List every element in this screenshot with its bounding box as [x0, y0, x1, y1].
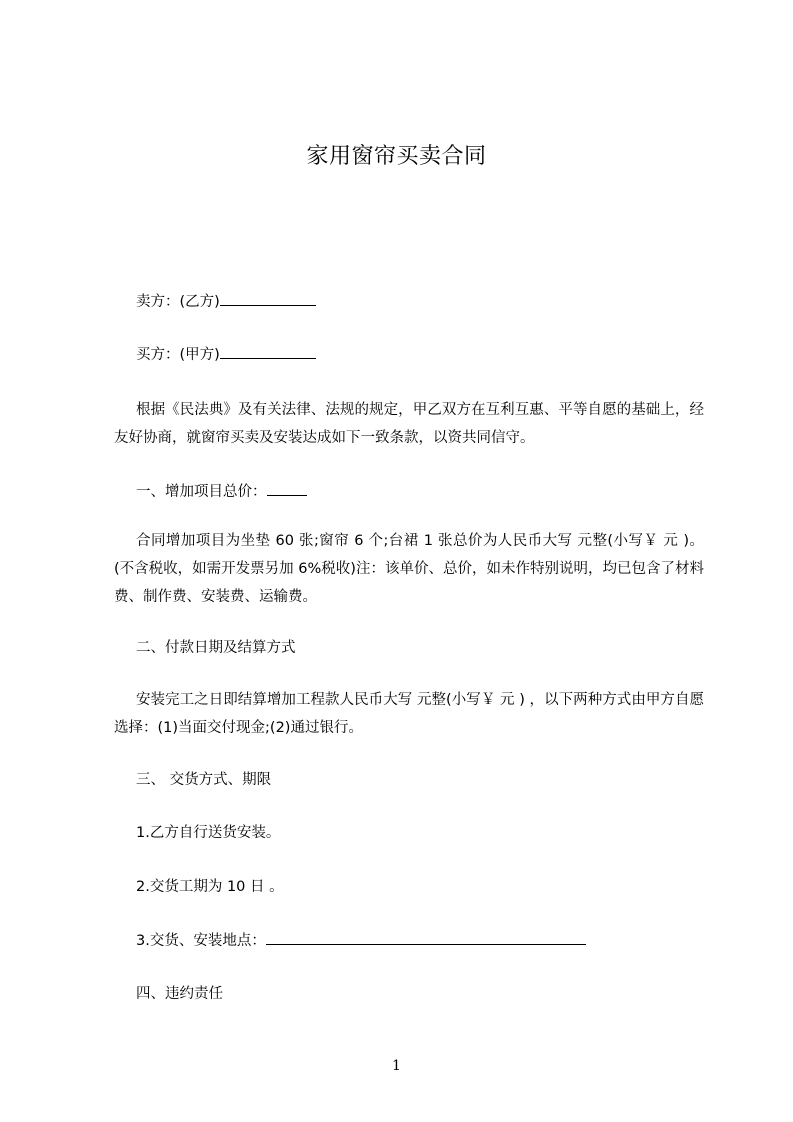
buyer-label: 买方：(甲方)	[136, 347, 220, 363]
page-number: 1	[392, 1058, 401, 1074]
intro-paragraph: 根据《民法典》及有关法律、法规的规定，甲乙双方在互利互惠、平等自愿的基础上，经友好协商，就窗帘买卖及安装达成如下一致条款，以资共同信守。	[114, 402, 704, 446]
seller-label: 卖方：(乙方)	[136, 294, 220, 310]
section2-body: 安装完工之日即结算增加工程款人民币大写 元整(小写￥ 元 ) ，以下两种方式由甲方自愿选择：(1)当面交付现金;(2)通过银行。	[114, 692, 704, 736]
seller-blank[interactable]	[220, 291, 316, 306]
seller-line	[136, 291, 702, 312]
item-2: 2.交货工期为 10 日 。	[136, 879, 284, 895]
section1-body: 合同增加项目为坐垫 60 张;窗帘 6 个;台裙 1 张总价为人民币大写 元整(小写￥ 元 )。(不含税收，如需开发票另加 6%税收)注：该单价、总价，如未作特别说明，均已包含了材料费、制作费、安装费、运输费。	[114, 533, 704, 605]
section1-heading: 一、增加项目总价：	[136, 484, 267, 500]
buyer-blank[interactable]	[220, 344, 316, 359]
section4-heading: 四、违约责任	[136, 986, 223, 1002]
section1-line	[136, 481, 702, 502]
total-price-blank[interactable]	[267, 481, 307, 496]
item-1: 1.乙方自行送货安装。	[136, 825, 281, 841]
document-title: 家用窗帘买卖合同	[306, 144, 487, 169]
buyer-line	[136, 344, 702, 365]
delivery-location-blank[interactable]	[266, 930, 586, 945]
section2-heading: 二、付款日期及结算方式	[136, 640, 296, 656]
item-3-line	[136, 930, 702, 951]
item-3-label: 3.交货、安装地点：	[136, 933, 266, 949]
section3-heading: 三、 交货方式、期限	[136, 772, 272, 788]
